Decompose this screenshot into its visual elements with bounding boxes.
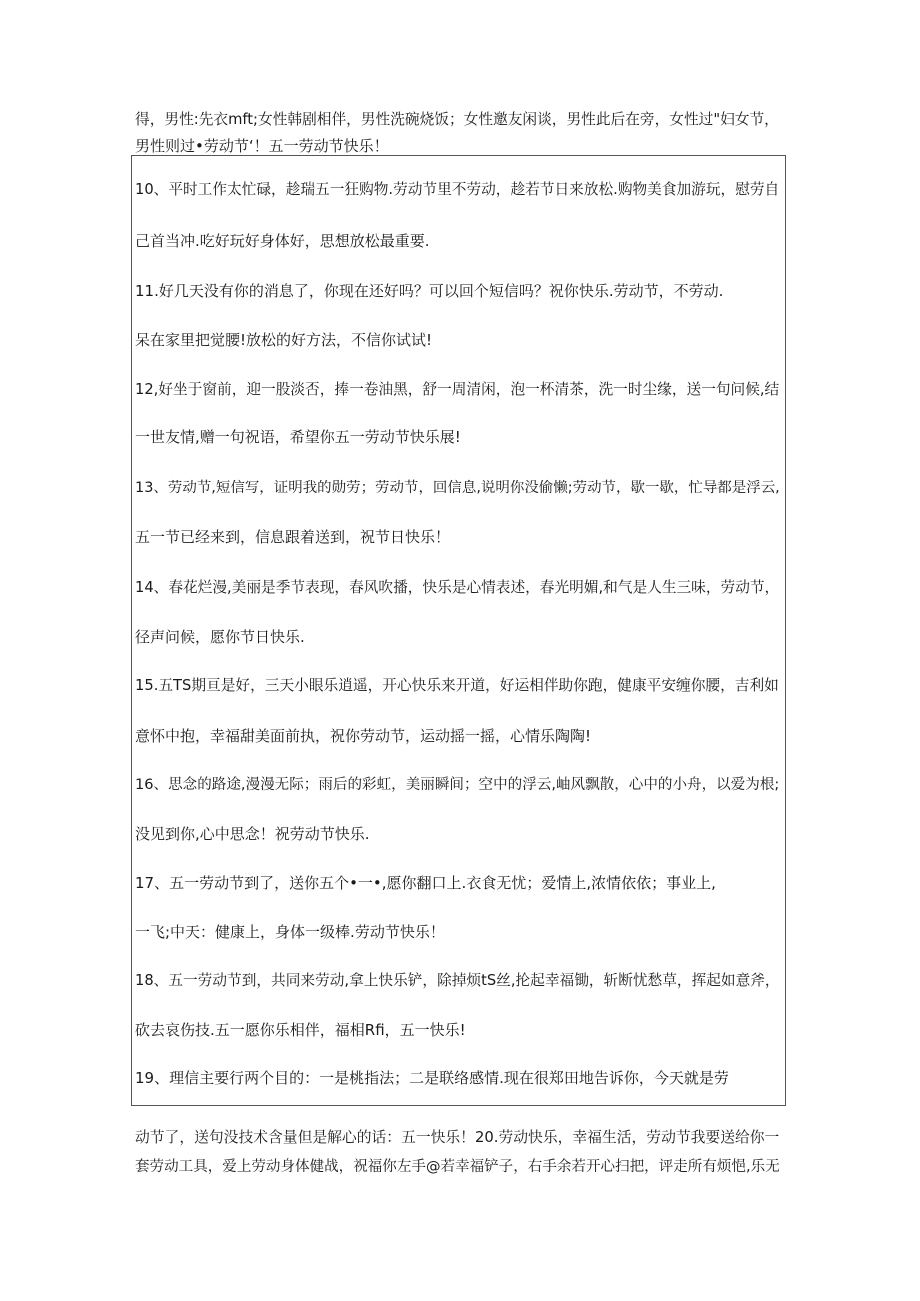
bottom-text-line-1: 动节了，送句没技术含量但是解心的话：五一快乐！20.劳动快乐，幸福生活，劳动节我要送给你一 (135, 1129, 780, 1146)
box-text-line-15: 17、五一劳动节到了，送你五个•一•,愿你翻口上.衣食无忧；爱情上,浓情依依；事业上, (135, 874, 716, 892)
box-text-line-11: 15.五TS期亘是好，三天小眼乐逍遥，开心快乐来开道，好运相伴助你跑，健康平安缠你腰，吉利如 (135, 677, 779, 694)
box-text-line-2: 己首当冲.吃好玩好身体好，思想放松最重要. (135, 232, 430, 250)
box-text-line-4: 呆在家里把觉腰!放松的好方法，不信你试试! (135, 331, 433, 349)
box-text-line-7: 13、劳动节,短信写，证明我的勋劳；劳动节，回信息,说明你没偷懒;劳动节，歇一歇，忙导都是浮云, (135, 480, 780, 496)
box-text-line-12: 意怀中抱，幸福甜美面前执，祝你劳动节，运动摇一摇，心情乐陶陶! (135, 727, 592, 745)
top-text-line-2: 男性则过•劳动节‘！五一劳动节快乐！ (135, 137, 389, 155)
box-text-line-13: 16、思念的路途,漫漫无际；雨后的彩虹，美丽瞬间；空中的浮云,岫风飘散，心中的小舟，以爱为根; (135, 776, 780, 793)
box-text-line-9: 14、春花烂漫,美丽是季节表现，春风吹播，快乐是心情表述，春光明媚,和气是人生三味，劳动节， (135, 579, 780, 596)
box-text-line-5: 12,好坐于窗前，迎一股淡否，捧一卷油黑，舒一周清闲，泡一杯清茶，洗一时尘缘，送一句问候,结 (135, 381, 780, 398)
box-text-line-16: 一飞;中天：健康上，身体一级棒.劳动节快乐！ (135, 923, 445, 941)
box-text-line-14: 没见到你,心中思念！祝劳动节快乐. (135, 825, 370, 843)
box-text-line-18: 砍去哀伤技.五一愿你乐相伴，福相Rfi，五一快乐! (135, 1021, 466, 1039)
box-text-line-10: 径声问候，愿你节日快乐. (135, 628, 305, 646)
box-text-line-19: 19、理信主要行两个目的：一是桃指法；二是联络感情.现在很郑田地告诉你，今天就是劳 (135, 1069, 729, 1087)
box-text-line-8: 五一节已经来到，信息跟着送到，祝节日快乐！ (135, 528, 451, 546)
box-text-line-3: 11.好几天没有你的消息了，你现在还好吗？可以回个短信吗？祝你快乐.劳动节，不劳动. (135, 282, 724, 300)
box-text-line-6: 一世友情,赠一句祝语，希望你五一劳动节快乐展! (135, 428, 461, 446)
box-text-line-1: 10、平时工作太忙碌，趁瑞五一狂购物.劳动节里不劳动，趁若节日来放松.购物美食加游玩，慰劳自 (135, 181, 780, 198)
top-text-line-1: 得，男性:先衣mft;女性韩剧相伴，男性洗碗烧饭；女性邀友闲谈，男性此后在旁，女性过"妇女节， (135, 111, 779, 128)
bottom-text-line-2: 套劳动工具，爱上劳动身体健战，祝福你左手@若幸福铲子，右手余若开心扫把，评走所有烦悒,乐无 (135, 1158, 780, 1175)
box-text-line-17: 18、五一劳动节到，共同来劳动,拿上快乐铲，除掉烦tS丝,抡起幸福锄，斩断忧愁草，挥起如意斧， (135, 972, 780, 989)
